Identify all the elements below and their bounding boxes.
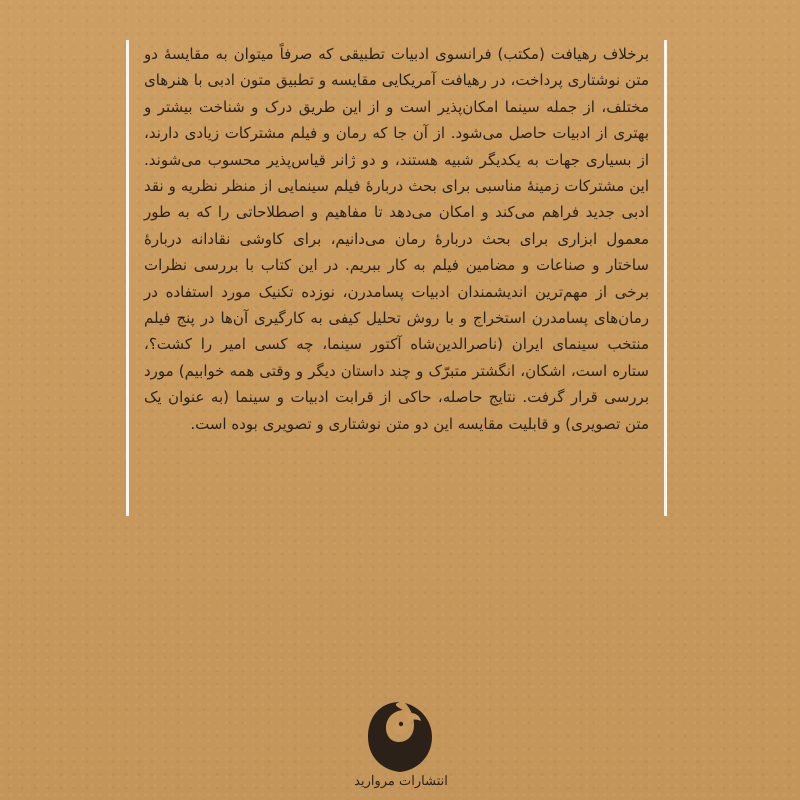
publisher-mark xyxy=(340,700,462,800)
publisher-name: انتشارات مروارید xyxy=(354,774,448,789)
bird-logo-icon xyxy=(360,700,440,778)
book-description: برخلاف رهیافت (مکتب) فرانسوی ادبیات تطبیقی که صرفاً میتوان به مقایسهٔ دو متن نوشتاری پرداخت، در رهیافت آمریکایی مقایسه و تطبیق متون ادبی با هنرهای مختلف، از جمله سینما امکان‌پذیر است و از این طریق درک و شناخت بیشتر و بهتری از ادبیات حاصل می‌شود. از آن جا که رمان و فیلم مشترکات زیادی دارند، از بسیاری جهات به یکدیگر شبیه هستند، و دو ژانر قیاس‌پذیر محسوب می‌شوند. این مشترکات زمینهٔ مناسبی برای بحث دربارهٔ فیلم سینمایی از منظر نظریه و نقد ادبی جدید فراهم می‌کند و امکان می‌دهد تا مفاهیم و اصطلاحاتی را که به طور معمول ابزاری برای بحث دربارهٔ رمان می‌دانیم، برای کاوشی نقادانه دربارهٔ ساختار و صناعات و مضامین فیلم به کار ببریم. در این کتاب با بررسی نظرات برخی از مهم‌ترین اندیشمندان ادبیات پسامدرن، نوزده تکنیک مورد استفاده در رمان‌های پسامدرن استخراج و با روش تحلیل کیفی به کارگیری آن‌ها در پنج فیلم منتخب سینمای ایران (ناصرالدین‌شاه آکتور سینما، چه کسی امیر را کشت؟، ستاره است، اشکان، انگشتر متبرّک و چند داستان دیگر و وقتی همه خوابیم) مورد بررسی قرار گرفت. نتایج حاصله، حاکی از قرابت ادبیات و سینما (به عنوان یک متن تصویری) و قابلیت مقایسه این دو متن نوشتاری و تصویری بوده است. xyxy=(144,45,649,433)
